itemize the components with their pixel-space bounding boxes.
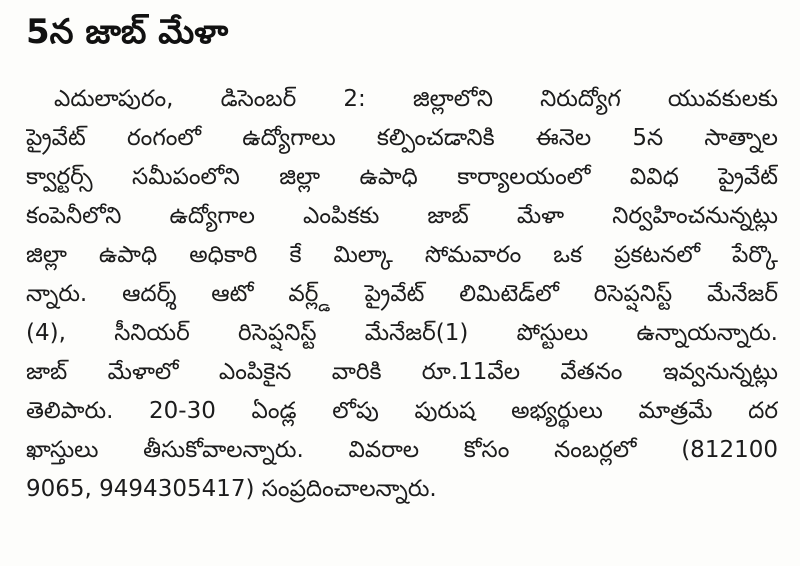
- article-body: [26, 80, 778, 509]
- article-line: కంపెనీలోని ఉద్యోగాల ఎంపికకు జాబ్ మేళా నిర్వహించనున్నట్లు: [26, 203, 778, 229]
- article-line: న్నారు. ఆదర్శ్ ఆటో వర్ల్డ్ ప్రైవేట్ లిమిటెడ్‌లో రిసెప్షనిస్ట్ మేనేజర్: [26, 281, 778, 307]
- article-line: తెలిపారు. 20-30 ఏండ్ల లోపు పురుష అభ్యర్థులు మాత్రమే దర: [26, 398, 778, 424]
- article-line: ఖాస్తులు తీసుకోవాలన్నారు. వివరాల కోసం నంబర్లలో (812100: [26, 437, 778, 463]
- article-line: ఎదులాపురం, డిసెంబర్ 2: జిల్లాలోని నిరుద్యోగ యువకులకు: [54, 86, 778, 112]
- article-line: క్వార్టర్స్ సమీపంలోని జిల్లా ఉపాధి కార్యాలయంలో వివిధ ప్రైవేట్: [26, 164, 778, 190]
- article-line: 9065, 9494305417) సంప్రదించాలన్నారు.: [26, 476, 437, 502]
- article-line: (4), సీనియర్ రిసెప్షనిస్ట్ మేనేజర్(1) పోస్టులు ఉన్నాయన్నారు.: [26, 320, 778, 346]
- article-line: జిల్లా ఉపాధి అధికారి కే మిల్కా సోమవారం ఒక ప్రకటనలో పేర్కొ: [26, 242, 778, 268]
- headline: 5న జాబ్ మేళా: [26, 12, 229, 52]
- article-line: జాబ్ మేళాలో ఎంపికైన వారికి రూ.11వేల వేతనం ఇవ్వనున్నట్లు: [26, 359, 778, 385]
- article-line: ప్రైవేట్ రంగంలో ఉద్యోగాలు కల్పించడానికి ఈనెల 5న సాత్నాల: [26, 125, 778, 151]
